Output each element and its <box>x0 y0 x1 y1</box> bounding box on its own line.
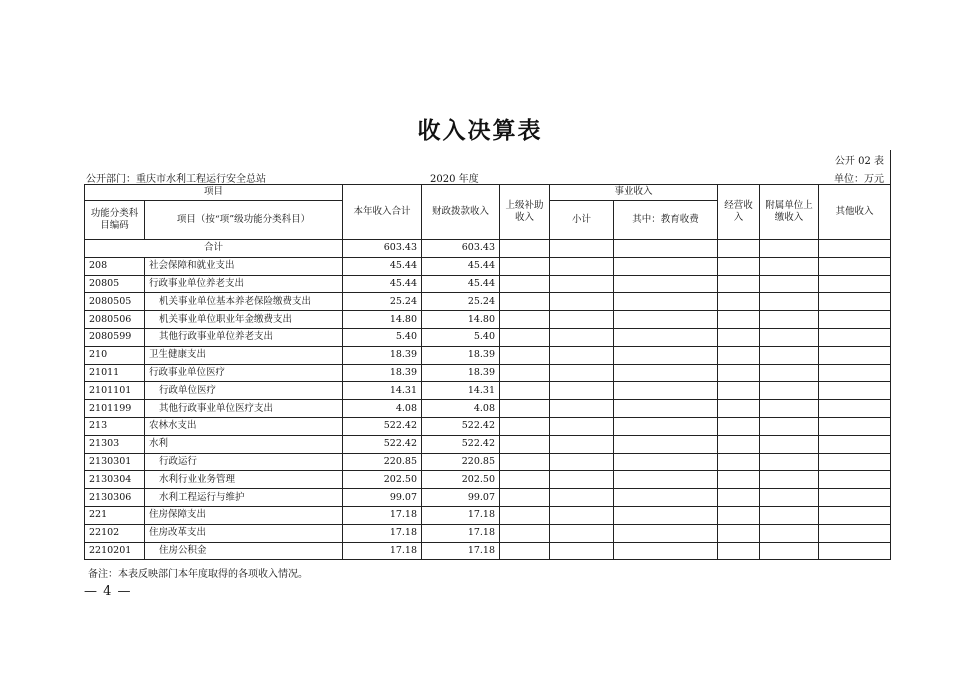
empty-cell <box>614 506 718 524</box>
empty-cell <box>819 240 891 258</box>
empty-cell <box>500 471 550 489</box>
empty-cell <box>819 489 891 507</box>
row-name-cell: 住房保障支出 <box>145 506 343 524</box>
row-total-cell: 14.31 <box>343 382 422 400</box>
empty-cell <box>718 328 760 346</box>
row-name-cell: 行政事业单位养老支出 <box>145 275 343 293</box>
empty-cell <box>614 240 718 258</box>
row-name-cell: 农林水支出 <box>145 417 343 435</box>
row-code-cell: 2130304 <box>85 471 145 489</box>
row-code-cell: 21011 <box>85 364 145 382</box>
empty-cell <box>614 471 718 489</box>
empty-cell <box>550 435 614 453</box>
row-name-cell: 社会保障和就业支出 <box>145 257 343 275</box>
row-total-cell: 5.40 <box>343 328 422 346</box>
document-title: 收入决算表 <box>417 117 543 144</box>
row-code-cell: 2080599 <box>85 328 145 346</box>
empty-cell <box>614 293 718 311</box>
row-total-cell: 45.44 <box>343 275 422 293</box>
row-code-cell: 2130301 <box>85 453 145 471</box>
empty-cell <box>500 400 550 418</box>
empty-cell <box>550 400 614 418</box>
empty-cell <box>718 435 760 453</box>
empty-cell <box>760 240 819 258</box>
empty-cell <box>718 489 760 507</box>
empty-cell <box>614 417 718 435</box>
empty-cell <box>550 293 614 311</box>
empty-cell <box>819 364 891 382</box>
empty-cell <box>718 382 760 400</box>
table-row <box>85 293 891 311</box>
row-code-cell: 22102 <box>85 524 145 542</box>
row-total-cell: 17.18 <box>343 524 422 542</box>
empty-cell <box>760 542 819 560</box>
table-row <box>85 382 891 400</box>
page-number: — 4 — <box>84 584 132 599</box>
header-function-code: 功能分类科目编码 <box>85 201 145 240</box>
table-row <box>85 453 891 471</box>
row-fiscal-cell: 5.40 <box>422 328 500 346</box>
row-name-cell: 其他行政事业单位养老支出 <box>145 328 343 346</box>
row-code-cell: 2130306 <box>85 489 145 507</box>
empty-cell <box>718 364 760 382</box>
table-row <box>85 257 891 275</box>
table-row <box>85 400 891 418</box>
empty-cell <box>760 328 819 346</box>
row-name-cell: 机关事业单位基本养老保险缴费支出 <box>145 293 343 311</box>
empty-cell <box>500 542 550 560</box>
row-fiscal-cell: 220.85 <box>422 453 500 471</box>
table-row <box>85 311 891 329</box>
total-row <box>85 240 891 258</box>
empty-cell <box>550 240 614 258</box>
empty-cell <box>550 346 614 364</box>
empty-cell <box>819 328 891 346</box>
row-total-cell: 522.42 <box>343 417 422 435</box>
empty-cell <box>718 293 760 311</box>
row-name-cell: 水利工程运行与维护 <box>145 489 343 507</box>
row-code-cell: 2210201 <box>85 542 145 560</box>
row-code-cell: 213 <box>85 417 145 435</box>
table-row <box>85 542 891 560</box>
empty-cell <box>550 382 614 400</box>
row-total-cell: 14.80 <box>343 311 422 329</box>
form-number: 公开 02 表 <box>834 156 884 167</box>
empty-cell <box>550 328 614 346</box>
row-name-cell: 行政事业单位医疗 <box>145 364 343 382</box>
empty-cell <box>760 311 819 329</box>
empty-cell <box>614 275 718 293</box>
empty-cell <box>819 453 891 471</box>
empty-cell <box>614 311 718 329</box>
empty-cell <box>614 524 718 542</box>
empty-cell <box>500 453 550 471</box>
empty-cell <box>819 417 891 435</box>
empty-cell <box>614 489 718 507</box>
row-total-cell: 18.39 <box>343 364 422 382</box>
empty-cell <box>550 275 614 293</box>
row-fiscal-cell: 45.44 <box>422 275 500 293</box>
empty-cell <box>819 293 891 311</box>
income-table <box>84 184 891 560</box>
empty-cell <box>819 382 891 400</box>
row-fiscal-cell: 522.42 <box>422 417 500 435</box>
header-divider <box>890 150 891 184</box>
header-business-subtotal: 小计 <box>550 201 614 240</box>
empty-cell <box>550 453 614 471</box>
empty-cell <box>760 435 819 453</box>
header-fiscal-allocation: 财政拨款收入 <box>422 185 500 240</box>
empty-cell <box>500 489 550 507</box>
empty-cell <box>718 275 760 293</box>
row-fiscal-cell: 45.44 <box>422 257 500 275</box>
empty-cell <box>718 400 760 418</box>
empty-cell <box>718 346 760 364</box>
empty-cell <box>819 506 891 524</box>
empty-cell <box>760 382 819 400</box>
empty-cell <box>550 364 614 382</box>
empty-cell <box>550 311 614 329</box>
empty-cell <box>614 364 718 382</box>
empty-cell <box>500 240 550 258</box>
empty-cell <box>500 435 550 453</box>
empty-cell <box>718 506 760 524</box>
empty-cell <box>760 257 819 275</box>
empty-cell <box>500 293 550 311</box>
row-fiscal-cell: 14.31 <box>422 382 500 400</box>
table-row <box>85 489 891 507</box>
header-item-name: 项目（按“项”级功能分类科目） <box>145 201 343 240</box>
empty-cell <box>819 542 891 560</box>
empty-cell <box>760 524 819 542</box>
row-code-cell: 210 <box>85 346 145 364</box>
table-row <box>85 506 891 524</box>
empty-cell <box>500 506 550 524</box>
empty-cell <box>550 542 614 560</box>
empty-cell <box>760 489 819 507</box>
empty-cell <box>760 506 819 524</box>
row-code-cell: 2101101 <box>85 382 145 400</box>
empty-cell <box>718 417 760 435</box>
header-business-income: 事业收入 <box>550 185 718 201</box>
empty-cell <box>500 257 550 275</box>
row-total-cell: 99.07 <box>343 489 422 507</box>
empty-cell <box>500 328 550 346</box>
empty-cell <box>614 453 718 471</box>
row-total-cell: 18.39 <box>343 346 422 364</box>
empty-cell <box>550 524 614 542</box>
empty-cell <box>760 417 819 435</box>
row-fiscal-cell: 17.18 <box>422 542 500 560</box>
table-row <box>85 471 891 489</box>
row-fiscal-cell: 522.42 <box>422 435 500 453</box>
row-name-cell: 行政运行 <box>145 453 343 471</box>
row-fiscal-cell: 4.08 <box>422 400 500 418</box>
unit-label: 单位：万元 <box>834 174 884 185</box>
row-code-cell: 20805 <box>85 275 145 293</box>
header-education-fees: 其中：教育收费 <box>614 201 718 240</box>
row-fiscal-cell: 25.24 <box>422 293 500 311</box>
row-name-cell: 住房公积金 <box>145 542 343 560</box>
header-operating-income: 经营收入 <box>718 185 760 240</box>
empty-cell <box>760 471 819 489</box>
row-total-cell: 25.24 <box>343 293 422 311</box>
department-label: 公开部门：重庆市水利工程运行安全总站 <box>86 174 266 185</box>
empty-cell <box>760 293 819 311</box>
empty-cell <box>760 453 819 471</box>
row-name-cell: 卫生健康支出 <box>145 346 343 364</box>
fiscal-year-label: 2020 年度 <box>430 174 479 185</box>
empty-cell <box>614 328 718 346</box>
row-total-cell: 202.50 <box>343 471 422 489</box>
empty-cell <box>819 400 891 418</box>
row-name-cell: 行政单位医疗 <box>145 382 343 400</box>
row-total-cell: 522.42 <box>343 435 422 453</box>
empty-cell <box>500 524 550 542</box>
row-code-cell: 208 <box>85 257 145 275</box>
row-fiscal-cell: 17.18 <box>422 524 500 542</box>
empty-cell <box>760 346 819 364</box>
table-row <box>85 364 891 382</box>
empty-cell <box>550 489 614 507</box>
row-total-cell: 220.85 <box>343 453 422 471</box>
empty-cell <box>819 471 891 489</box>
header-upper-subsidy: 上级补助收入 <box>500 185 550 240</box>
empty-cell <box>550 257 614 275</box>
row-name-cell: 水利 <box>145 435 343 453</box>
empty-cell <box>614 400 718 418</box>
empty-cell <box>718 471 760 489</box>
row-total-cell: 45.44 <box>343 257 422 275</box>
empty-cell <box>819 524 891 542</box>
empty-cell <box>718 257 760 275</box>
empty-cell <box>614 435 718 453</box>
row-code-cell: 221 <box>85 506 145 524</box>
row-code-cell: 2080505 <box>85 293 145 311</box>
header-total-income: 本年收入合计 <box>343 185 422 240</box>
row-fiscal-cell: 14.80 <box>422 311 500 329</box>
empty-cell <box>760 400 819 418</box>
empty-cell <box>550 506 614 524</box>
empty-cell <box>718 453 760 471</box>
empty-cell <box>500 382 550 400</box>
table-row <box>85 328 891 346</box>
row-name-cell: 机关事业单位职业年金缴费支出 <box>145 311 343 329</box>
row-code-cell: 2080506 <box>85 311 145 329</box>
empty-cell <box>500 311 550 329</box>
row-fiscal-cell: 99.07 <box>422 489 500 507</box>
empty-cell <box>819 275 891 293</box>
empty-cell <box>614 542 718 560</box>
table-note: 备注：本表反映部门本年度取得的各项收入情况。 <box>88 569 308 580</box>
row-code-cell: 2101199 <box>85 400 145 418</box>
empty-cell <box>500 346 550 364</box>
table-row <box>85 346 891 364</box>
empty-cell <box>760 275 819 293</box>
empty-cell <box>614 382 718 400</box>
total-label: 合计 <box>85 240 343 258</box>
row-fiscal-cell: 202.50 <box>422 471 500 489</box>
empty-cell <box>819 311 891 329</box>
header-affiliated-income: 附属单位上缴收入 <box>760 185 819 240</box>
table-row <box>85 417 891 435</box>
empty-cell <box>500 417 550 435</box>
empty-cell <box>718 524 760 542</box>
row-code-cell: 21303 <box>85 435 145 453</box>
total-fiscal-cell: 603.43 <box>422 240 500 258</box>
table-row <box>85 275 891 293</box>
empty-cell <box>718 311 760 329</box>
row-fiscal-cell: 17.18 <box>422 506 500 524</box>
row-name-cell: 水利行业业务管理 <box>145 471 343 489</box>
empty-cell <box>718 542 760 560</box>
total-income-cell: 603.43 <box>343 240 422 258</box>
empty-cell <box>550 471 614 489</box>
empty-cell <box>500 275 550 293</box>
empty-cell <box>760 364 819 382</box>
row-fiscal-cell: 18.39 <box>422 364 500 382</box>
empty-cell <box>550 417 614 435</box>
table-row <box>85 435 891 453</box>
empty-cell <box>718 240 760 258</box>
row-name-cell: 住房改革支出 <box>145 524 343 542</box>
row-total-cell: 17.18 <box>343 506 422 524</box>
row-total-cell: 17.18 <box>343 542 422 560</box>
empty-cell <box>614 346 718 364</box>
table-row <box>85 524 891 542</box>
empty-cell <box>819 346 891 364</box>
row-fiscal-cell: 18.39 <box>422 346 500 364</box>
empty-cell <box>819 257 891 275</box>
row-total-cell: 4.08 <box>343 400 422 418</box>
row-name-cell: 其他行政事业单位医疗支出 <box>145 400 343 418</box>
header-item: 项目 <box>85 185 343 201</box>
empty-cell <box>819 435 891 453</box>
empty-cell <box>614 257 718 275</box>
empty-cell <box>500 364 550 382</box>
header-other-income: 其他收入 <box>819 185 891 240</box>
